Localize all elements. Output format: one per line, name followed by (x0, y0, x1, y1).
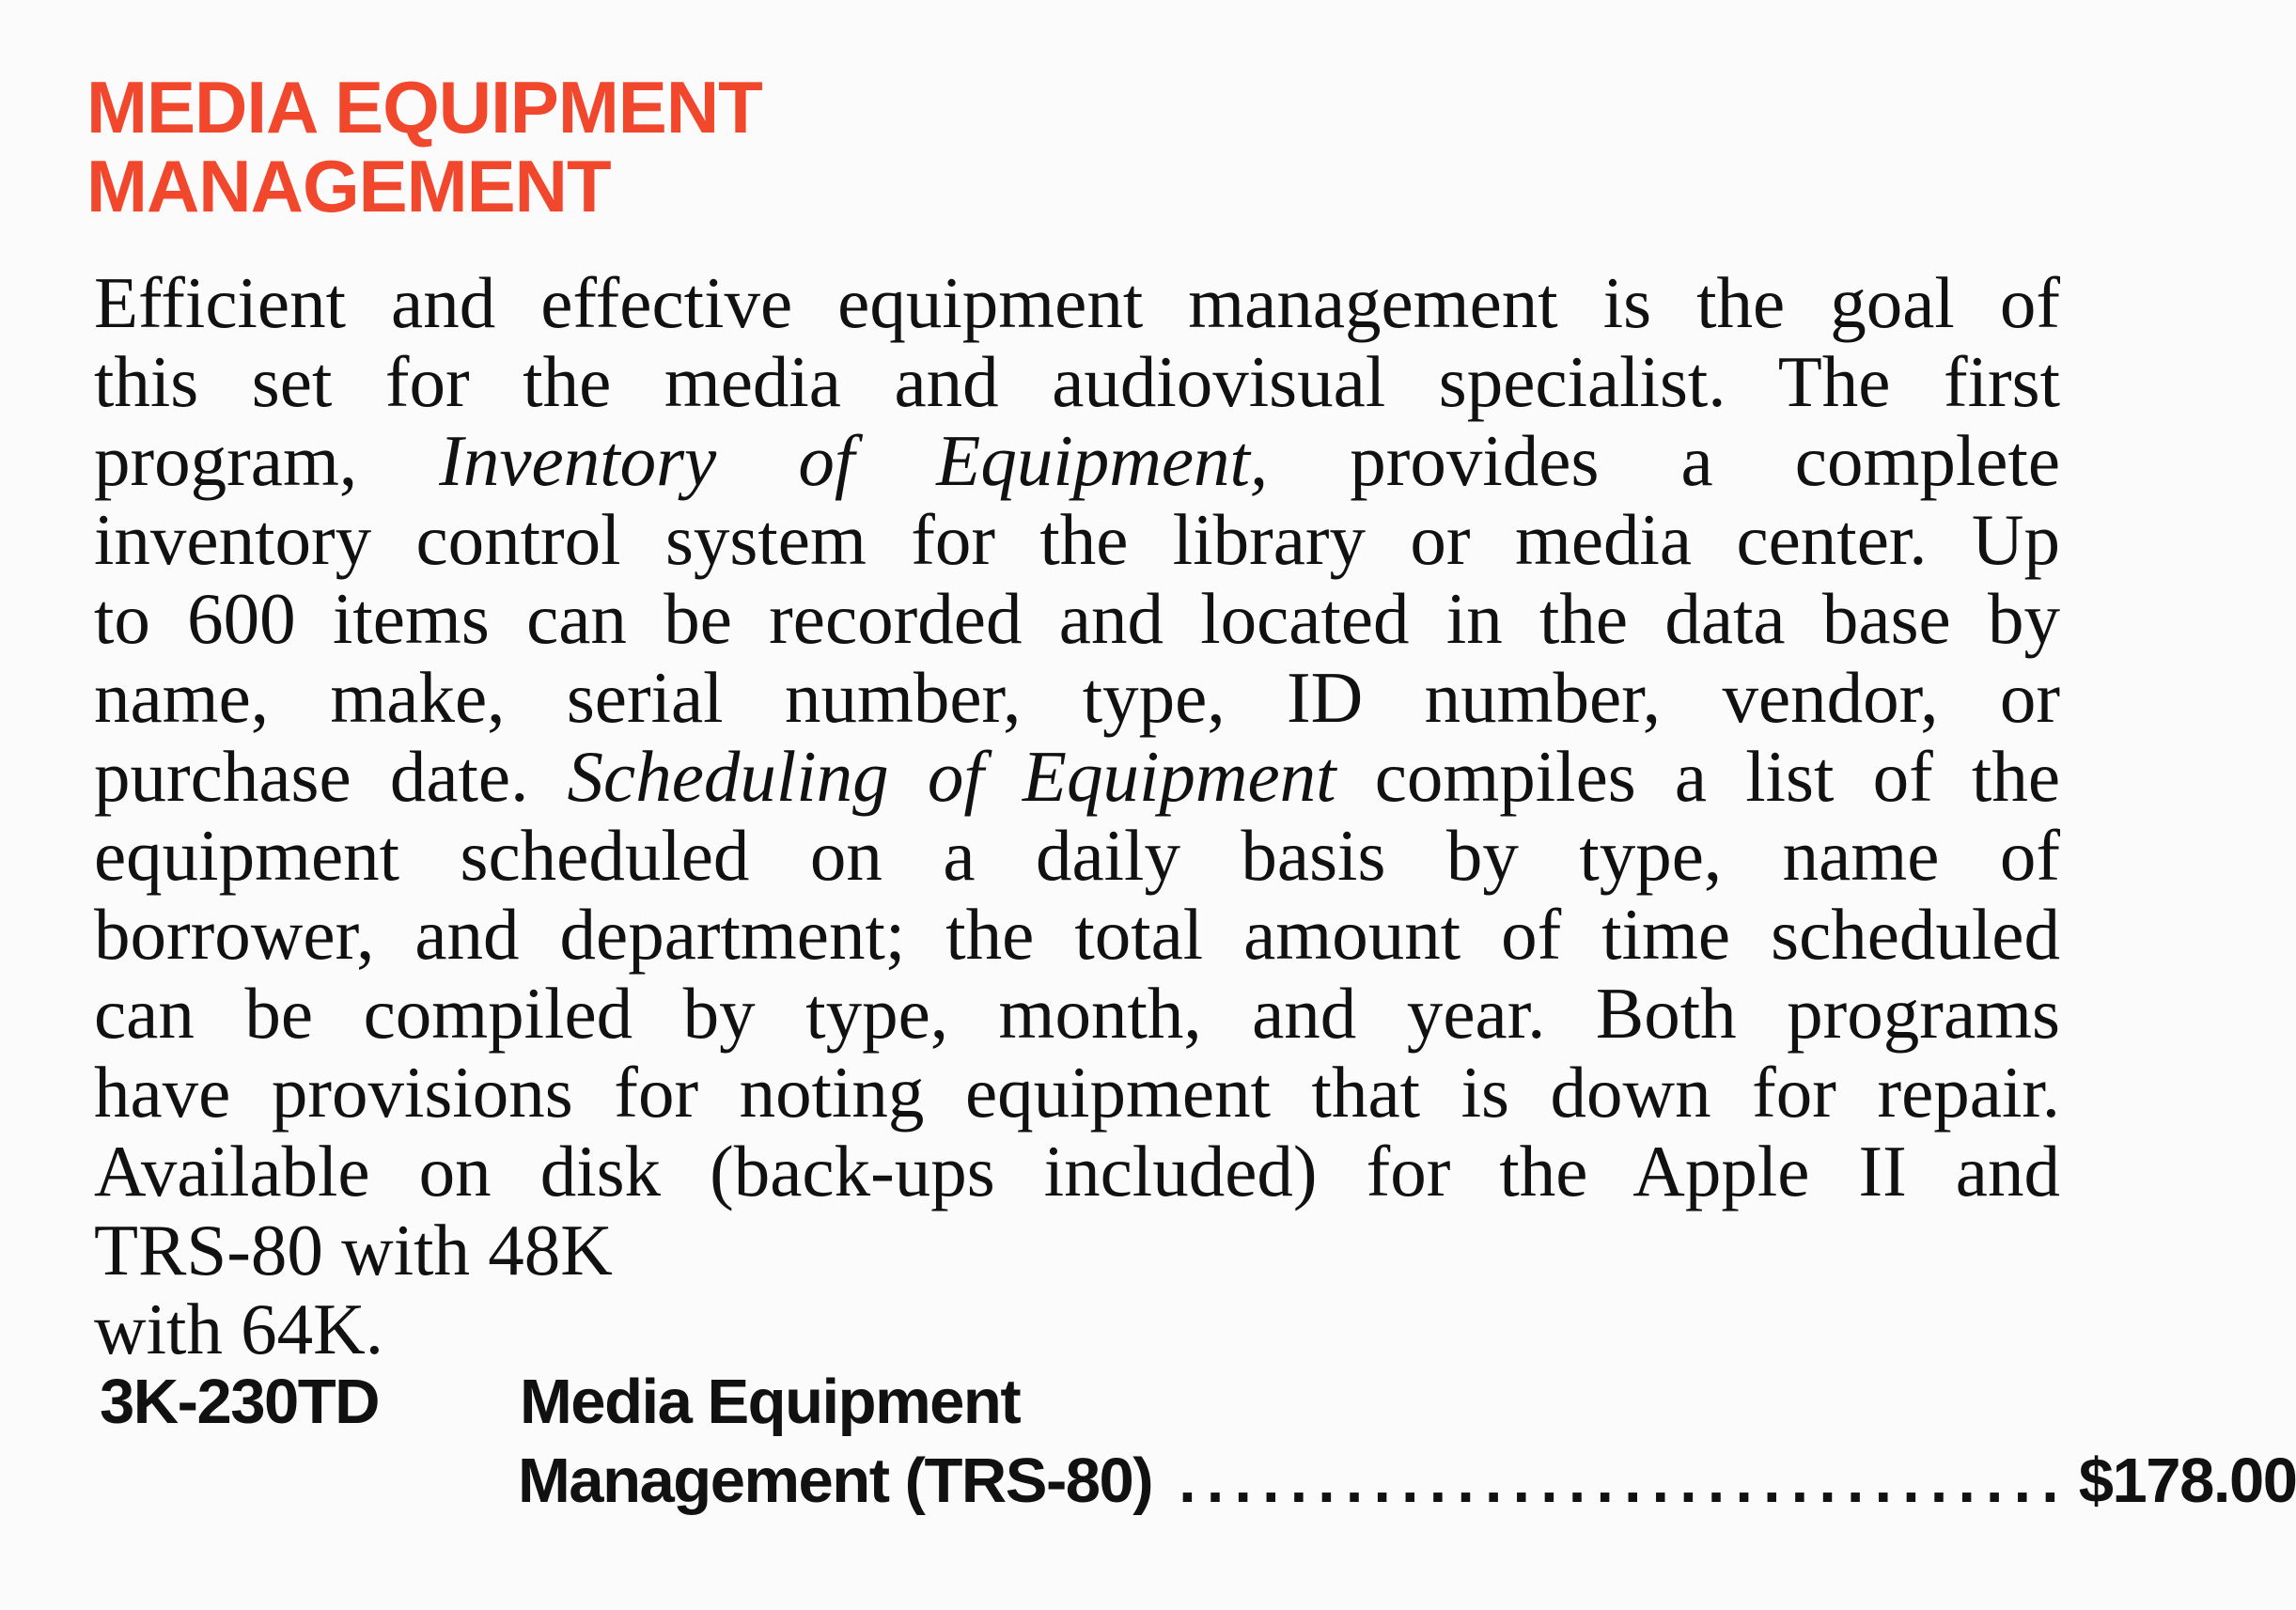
description-text: program, (94, 420, 358, 501)
product-name-line-1: Media Equipment (520, 1367, 1021, 1437)
product-description (94, 263, 2060, 1368)
program-title-scheduling: Scheduling of Equipment (567, 736, 1336, 817)
description-line-9: borrower, and department; the total amount of time scheduled (94, 894, 2060, 975)
description-line-14: with 64K. (94, 1289, 383, 1369)
dot-leader: ................................ (1179, 1446, 2070, 1516)
description-line-1: Efficient and effective equipment management is the goal of (94, 262, 2060, 343)
program-title-inventory: Inventory of Equipment, (439, 420, 1269, 501)
description-line-7 (94, 737, 2060, 816)
description-line-3 (94, 421, 2060, 500)
description-line-12: Available on disk (back-ups included) for the Apple II and (94, 1131, 2060, 1211)
description-line-10: can be compiled by type, month, and year. Both programs (94, 973, 2060, 1054)
description-text: compiles a list of the (1374, 736, 2060, 817)
description-text: provides a complete (1350, 420, 2061, 501)
heading-line-2: MANAGEMENT (86, 145, 611, 227)
description-line-8: equipment scheduled on a daily basis by type, name of (94, 815, 2060, 896)
description-line-13: TRS-80 with 48K (94, 1210, 613, 1290)
description-line-2: this set for the media and audiovisual specialist. The first (94, 341, 2060, 422)
product-price-row (518, 1442, 2296, 1521)
description-line-11: have provisions for noting equipment that is down for repair. (94, 1052, 2060, 1133)
description-line-5: to 600 items can be recorded and located in the data base by (94, 578, 2060, 659)
description-line-6: name, make, serial number, type, ID number, vendor, or (94, 657, 2060, 738)
description-line-4: inventory control system for the library or media center. Up (94, 499, 2060, 580)
heading-line-1: MEDIA EQUIPMENT (86, 66, 762, 148)
product-code: 3K-230TD (100, 1367, 380, 1437)
product-name-line-2: Management (TRS-80) (518, 1446, 1153, 1516)
description-text: purchase date. (94, 736, 529, 817)
product-price: $178.00 (2078, 1446, 2296, 1516)
section-heading (86, 68, 762, 226)
